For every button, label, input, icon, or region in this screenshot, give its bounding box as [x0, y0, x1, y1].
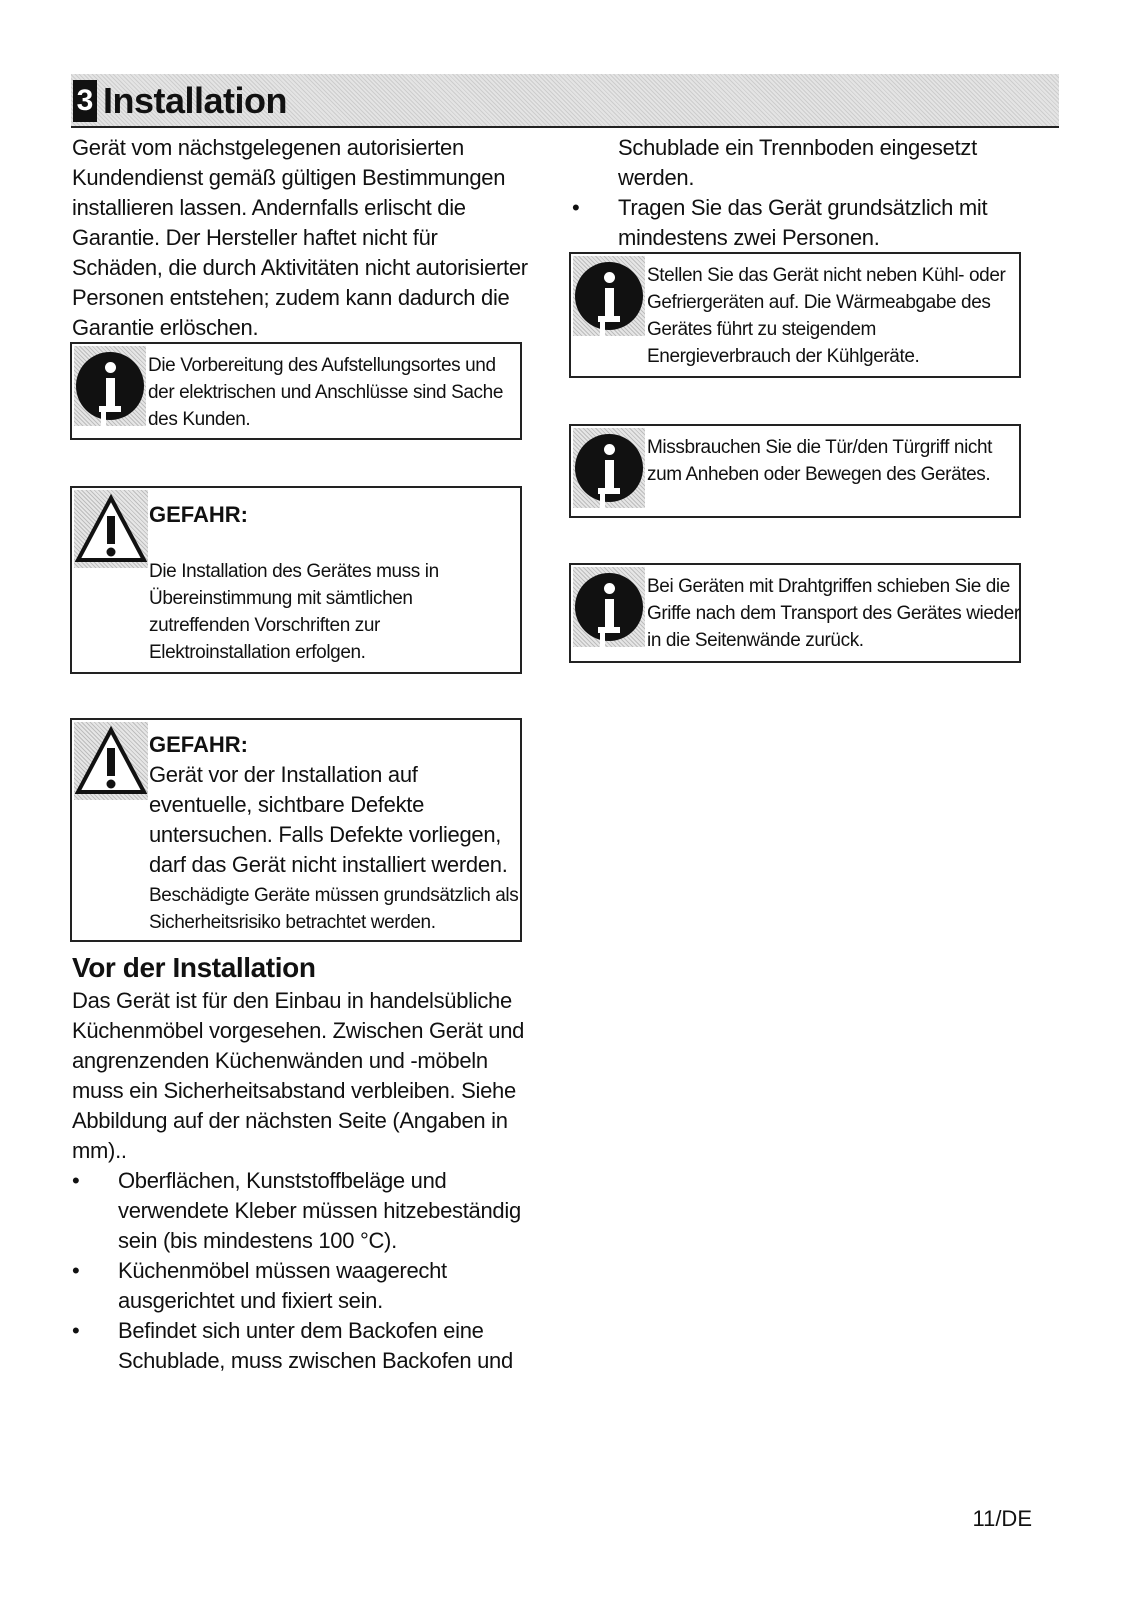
list-item-text: Küchenmöbel müssen waagerecht ausgerichtet und fixiert sein.	[118, 1258, 447, 1313]
section-heading: Vor der Installation	[72, 952, 316, 983]
page-number: 11/DE	[972, 1506, 1032, 1531]
list-item-text: Befindet sich unter dem Backofen eine Schublade, muss zwischen Backofen und	[118, 1318, 513, 1373]
bullet: •	[72, 1168, 80, 1193]
info-box-door	[569, 424, 1021, 518]
info-text: Missbrauchen Sie die Tür/den Türgriff nicht zum Anheben oder Bewegen des Gerätes.	[647, 437, 993, 485]
list-item	[572, 193, 1032, 253]
info-box-preparation	[70, 342, 522, 440]
bullet: •	[72, 1258, 80, 1283]
info-text: Die Vorbereitung des Aufstellungsortes und der elektrischen und Anschlüsse sind Sache des Kunden.	[148, 355, 503, 430]
info-icon	[573, 428, 645, 508]
info-text: Bei Geräten mit Drahtgriffen schieben Sie die Griffe nach dem Transport des Gerätes wieder in die Seitenwände zurück.	[647, 576, 1020, 651]
danger-small-text: Beschädigte Geräte müssen grundsätzlich als Sicherheitsrisiko betrachtet werden.	[149, 885, 519, 933]
right-column-intro	[572, 133, 1032, 253]
info-icon	[573, 256, 645, 336]
chapter-number: 3	[73, 80, 97, 122]
chapter-title: Installation	[103, 80, 288, 121]
bullet: •	[72, 1318, 80, 1343]
danger-box-electrical	[70, 486, 522, 674]
info-icon	[573, 567, 645, 647]
left-column-intro	[72, 133, 532, 343]
danger-label: GEFAHR:	[149, 732, 248, 757]
section-before-installation	[72, 950, 532, 1376]
list-item	[72, 1256, 532, 1316]
list-item	[72, 1316, 532, 1376]
danger-label: GEFAHR:	[149, 502, 248, 527]
danger-text: Die Installation des Gerätes muss in Übereinstimmung mit sämtlichen zutreffenden Vorschriften zur Elektroinstallation erfolgen.	[149, 561, 439, 663]
section-paragraph: Das Gerät ist für den Einbau in handelsübliche Küchenmöbel vorgesehen. Zwischen Gerät und angrenzenden Küchenwänden und -möbeln muss ein Sicherheitsabstand verbleiben. Siehe Abbildung auf der nächsten Seite (Angaben in mm)..	[72, 988, 525, 1163]
list-item	[72, 1166, 532, 1256]
continuation-text: Schublade ein Trennboden eingesetzt werden.	[618, 135, 977, 190]
warning-triangle-icon	[74, 490, 148, 568]
info-text: Stellen Sie das Gerät nicht neben Kühl- oder Gefriergeräten auf. Die Wärmeabgabe des Gerätes führt zu steigendem Energieverbrauch der Kühlgeräte.	[647, 265, 1006, 367]
warning-triangle-icon	[74, 722, 148, 800]
list-item-text: Tragen Sie das Gerät grundsätzlich mit mindestens zwei Personen.	[618, 195, 988, 250]
info-box-fridge	[569, 252, 1021, 378]
intro-paragraph: Gerät vom nächstgelegenen autorisierten Kundendienst gemäß gültigen Bestimmungen installieren lassen. Andernfalls erlischt die Garantie. Der Hersteller haftet nicht für Schäden, die durch Aktivitäten nicht autorisierter Personen entstehen; zudem kann dadurch die Garantie erlöschen.	[72, 135, 528, 340]
danger-box-defects	[70, 718, 522, 942]
info-box-wire-handles	[569, 563, 1021, 663]
danger-text: Gerät vor der Installation auf eventuelle, sichtbare Defekte untersuchen. Falls Defekte vorliegen, darf das Gerät nicht installiert werden.	[149, 762, 508, 877]
bullet: •	[572, 195, 580, 220]
info-icon	[74, 346, 146, 426]
list-item-text: Oberflächen, Kunststoffbeläge und verwendete Kleber müssen hitzebeständig sein (bis mindestens 100 °C).	[118, 1168, 521, 1253]
chapter-header	[71, 74, 1059, 128]
